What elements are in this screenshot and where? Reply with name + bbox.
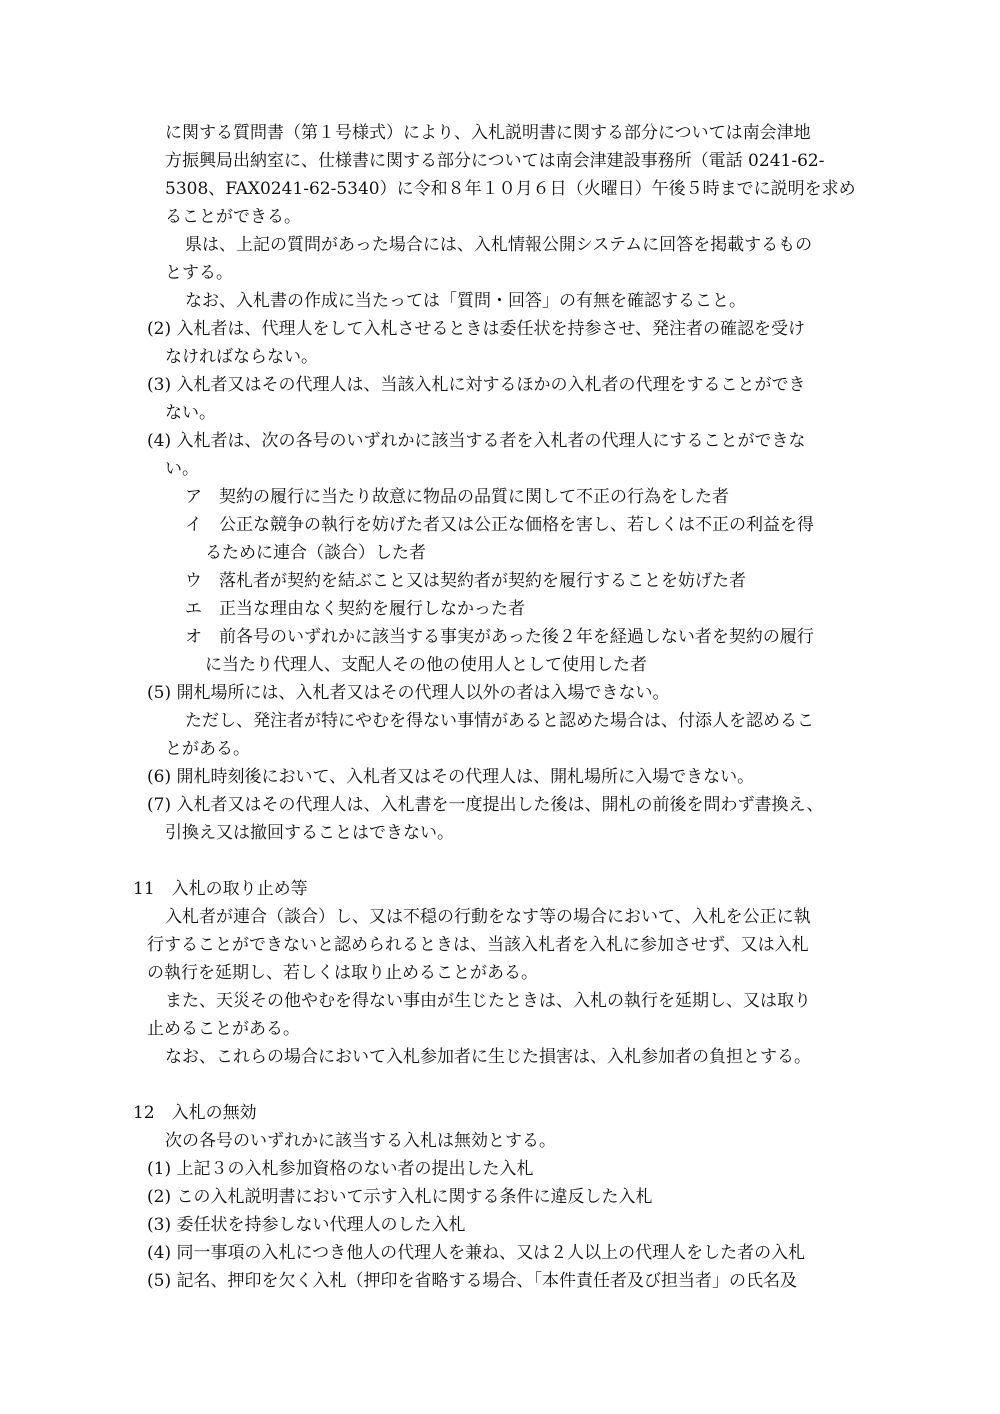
text-line: (7) 入札者又はその代理人は、入札書を一度提出した後は、開札の前後を問わず書換え、 — [147, 795, 824, 815]
text-line: エ 正当な理由なく契約を履行しなかった者 — [185, 599, 525, 619]
text-line: (3) 委任状を持参しない代理人のした入札 — [147, 1215, 466, 1235]
text-line: 行することができないと認められるときは、当該入札者を入札に参加させず、又は入札 — [147, 935, 809, 955]
text-line: (4) 入札者は、次の各号のいずれかに該当する者を入札者の代理人にすることができな — [147, 431, 806, 451]
text-line: ウ 落札者が契約を結ぶこと又は契約者が契約を履行することを妨げた者 — [185, 571, 746, 591]
text-line: (5) 記名、押印を欠く入札（押印を省略する場合、「本件責任者及び担当者」の氏名及 — [147, 1271, 797, 1291]
text-line: い。 — [165, 459, 199, 479]
text-line: オ 前各号のいずれかに該当する事実があった後２年を経過しない者を契約の履行 — [185, 627, 814, 647]
text-line: 5308、FAX0241-62-5340）に令和８年１０月６日（火曜日）午後５時までに説明を求め — [165, 179, 856, 199]
text-line: に当たり代理人、支配人その他の使用人として使用した者 — [205, 655, 647, 675]
text-line: (2) 入札者は、代理人をして入札させるときは委任状を持参させ、発注者の確認を受け — [147, 319, 805, 339]
text-line: 12 入札の無効 — [133, 1103, 257, 1123]
text-line: ただし、発注者が特にやむを得ない事情があると認めた場合は、付添人を認めるこ — [185, 711, 814, 731]
text-line: (1) 上記３の入札参加資格のない者の提出した入札 — [147, 1159, 534, 1179]
text-line: ない。 — [165, 403, 216, 423]
text-line: とする。 — [165, 263, 233, 283]
text-line: の執行を延期し、若しくは取り止めることがある。 — [147, 963, 538, 983]
text-line: (2) この入札説明書において示す入札に関する条件に違反した入札 — [147, 1187, 653, 1207]
text-line: また、天災その他やむを得ない事由が生じたときは、入札の執行を延期し、又は取り — [165, 991, 811, 1011]
text-line: (5) 開札場所には、入札者又はその代理人以外の者は入場できない。 — [147, 683, 670, 703]
text-line: るために連合（談合）した者 — [205, 543, 426, 563]
text-line: 方振興局出納室に、仕様書に関する部分については南会津建設事務所（電話 0241-62- — [165, 151, 825, 171]
text-line: 11 入札の取り止め等 — [133, 879, 308, 899]
text-line: に関する質問書（第１号様式）により、入札説明書に関する部分については南会津地 — [165, 123, 811, 143]
text-line: とがある。 — [165, 739, 250, 759]
text-line: (6) 開札時刻後において、入札者又はその代理人は、開札場所に入場できない。 — [147, 767, 755, 787]
text-line: (3) 入札者又はその代理人は、当該入札に対するほかの入札者の代理をすることができ — [147, 375, 806, 395]
text-line: 入札者が連合（談合）し、又は不穏の行動をなす等の場合において、入札を公正に執 — [165, 907, 811, 927]
text-line: なお、これらの場合において入札参加者に生じた損害は、入札参加者の負担とする。 — [165, 1047, 811, 1067]
text-line: 県は、上記の質問があった場合には、入札情報公開システムに回答を掲載するもの — [185, 235, 813, 255]
text-line: ることができる。 — [165, 207, 301, 227]
text-line: 引換え又は撤回することはできない。 — [165, 823, 454, 843]
text-line: 次の各号のいずれかに該当する入札は無効とする。 — [165, 1131, 556, 1151]
text-line: なければならない。 — [165, 347, 318, 367]
text-line: 止めることがある。 — [147, 1019, 300, 1039]
text-line: イ 公正な競争の執行を妨げた者又は公正な価格を害し、若しくは不正の利益を得 — [185, 515, 814, 535]
text-line: (4) 同一事項の入札につき他人の代理人を兼ね、又は２人以上の代理人をした者の入札 — [147, 1243, 806, 1263]
text-line: なお、入札書の作成に当たっては「質問・回答」の有無を確認すること。 — [185, 291, 746, 311]
text-line: ア 契約の履行に当たり故意に物品の品質に関して不正の行為をした者 — [185, 487, 729, 507]
